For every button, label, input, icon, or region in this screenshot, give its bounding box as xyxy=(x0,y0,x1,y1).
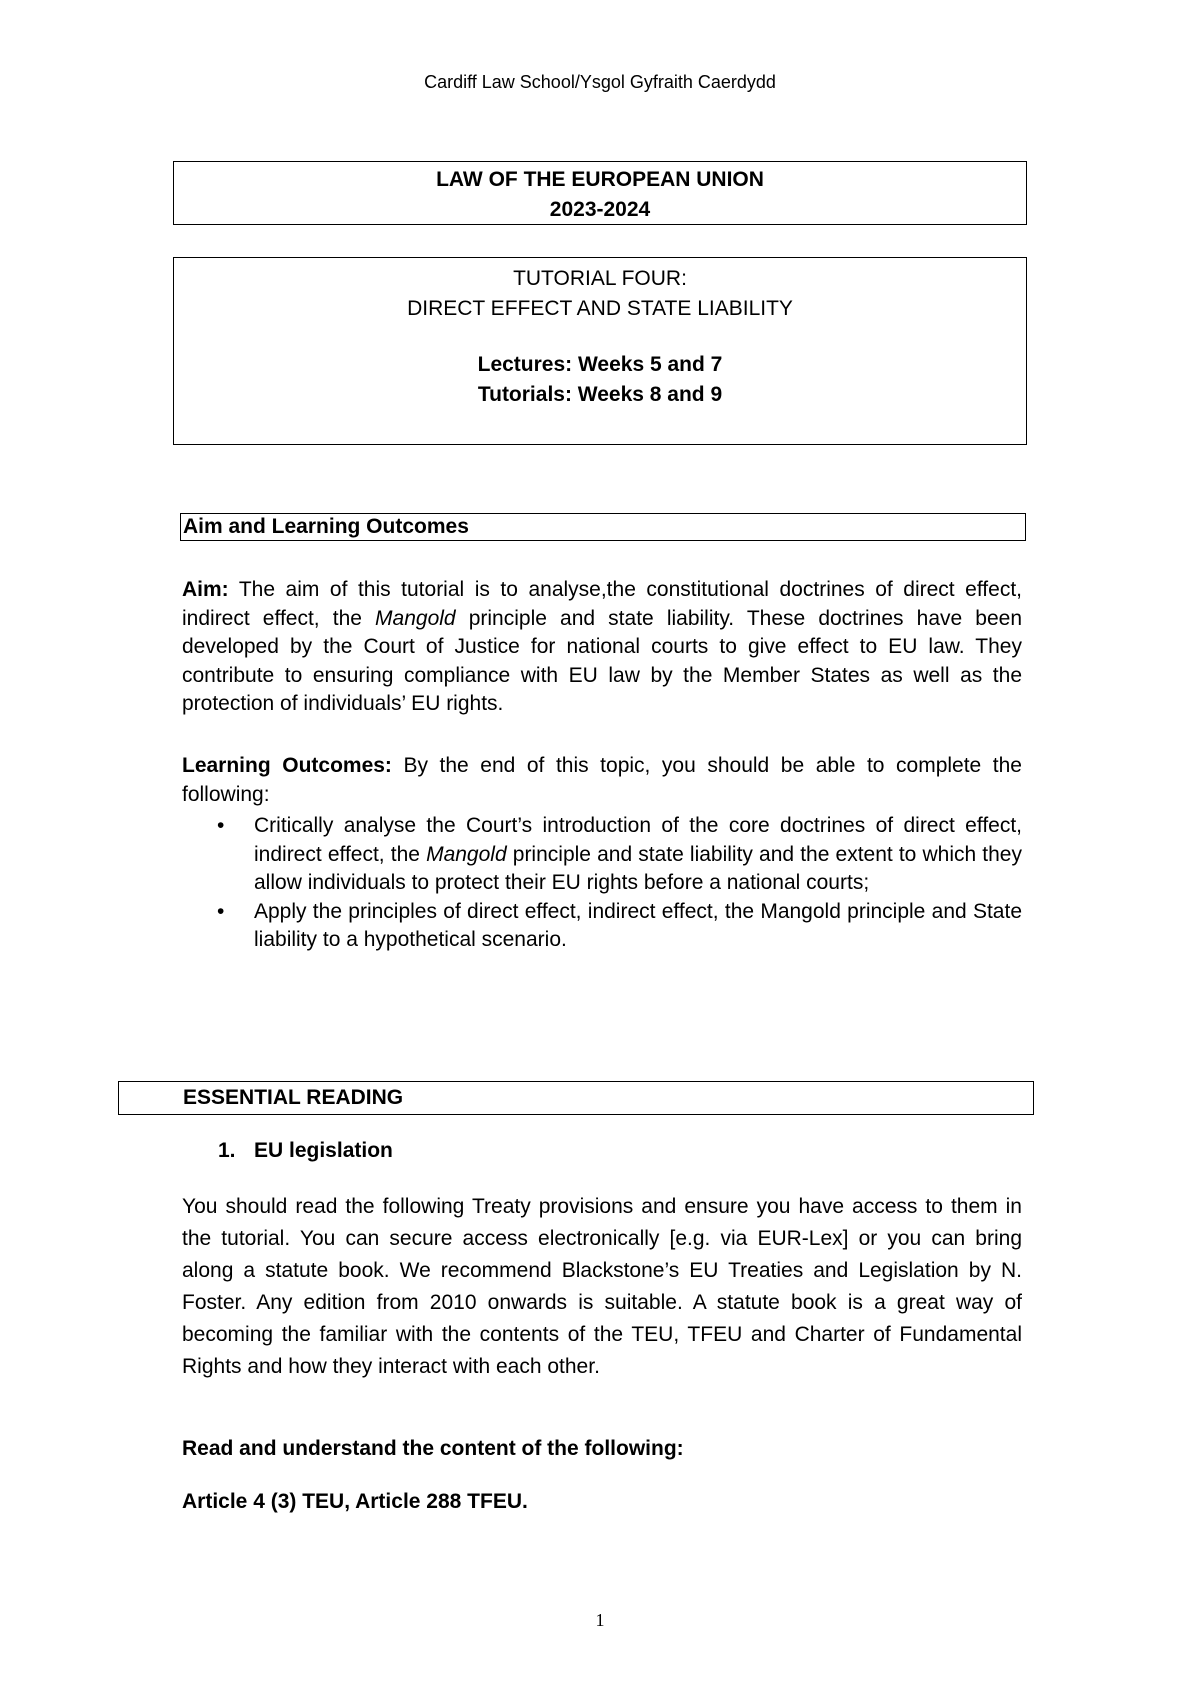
read-instruction: Read and understand the content of the following: xyxy=(182,1437,684,1460)
learning-outcomes-text: By the end of this topic, you should be able to complete the following: xyxy=(182,754,1022,806)
page-header: Cardiff Law School/Ysgol Gyfraith Caerdydd xyxy=(424,72,776,92)
tutorial-box xyxy=(173,257,1027,445)
aim-italic: Mangold xyxy=(375,606,456,630)
bullet2-text: Apply the principles of direct effect, indirect effect, the Mangold principle and State liability to a hypothetical scenario. xyxy=(254,899,1022,951)
list-item xyxy=(182,898,1022,955)
essential-reading-heading: ESSENTIAL READING xyxy=(118,1081,1034,1115)
item-number: 1. xyxy=(218,1139,236,1162)
lectures-weeks: Lectures: Weeks 5 and 7 xyxy=(477,353,723,376)
aim-label: Aim: xyxy=(182,578,229,601)
eu-legislation-heading xyxy=(218,1139,393,1163)
learning-outcomes-paragraph xyxy=(182,752,1022,809)
bullet1-italic: Mangold xyxy=(426,842,507,866)
course-title: LAW OF THE EUROPEAN UNION xyxy=(436,168,764,191)
learning-outcomes-label: Learning Outcomes: xyxy=(182,754,392,777)
aim-heading: Aim and Learning Outcomes xyxy=(180,513,1026,541)
academic-year: 2023-2024 xyxy=(549,198,651,221)
bullet-icon: • xyxy=(217,814,225,837)
aim-text-2: principle and state liability. These doctrines have been developed by the Court of Justice for national courts to give effect to EU law. They contribute to ensuring compliance with EU law by the Member States as well as the protection of individuals’ EU rights. xyxy=(182,606,1022,715)
bullet1-text-b: principle and state liability and the extent to which they allow individuals to protect their EU rights before a national courts; xyxy=(254,842,1022,894)
aim-text-1: The aim of this tutorial is to analyse,the constitutional doctrines of direct effect, indirect effect, the xyxy=(182,578,1022,630)
page-number: 1 xyxy=(595,1610,605,1630)
tutorials-weeks: Tutorials: Weeks 8 and 9 xyxy=(477,383,723,406)
bullet1-text-a: Critically analyse the Court’s introduction of the core doctrines of direct effect, indirect effect, the xyxy=(254,814,1022,866)
course-title-box xyxy=(173,161,1027,225)
article-list: Article 4 (3) TEU, Article 288 TFEU. xyxy=(182,1490,528,1513)
aim-paragraph xyxy=(182,576,1022,719)
legislation-paragraph: You should read the following Treaty provisions and ensure you have access to them in the tutorial. You can secure access electronically [e.g. via EUR-Lex] or you can bring along a statute book. We recommend Blackstone’s EU Treaties and Legislation by N. Foster. Any edition from 2010 onwards is suitable. A statute book is a great way of becoming the familiar with the contents of the TEU, TFEU and Charter of Fundamental Rights and how they interact with each other. xyxy=(182,1195,1022,1378)
list-item xyxy=(182,812,1022,898)
bullet-icon: • xyxy=(217,899,225,923)
learning-outcomes-list xyxy=(182,812,1022,955)
item-title: EU legislation xyxy=(254,1139,393,1162)
tutorial-number: TUTORIAL FOUR: xyxy=(513,267,687,290)
tutorial-topic: DIRECT EFFECT AND STATE LIABILITY xyxy=(407,297,793,320)
